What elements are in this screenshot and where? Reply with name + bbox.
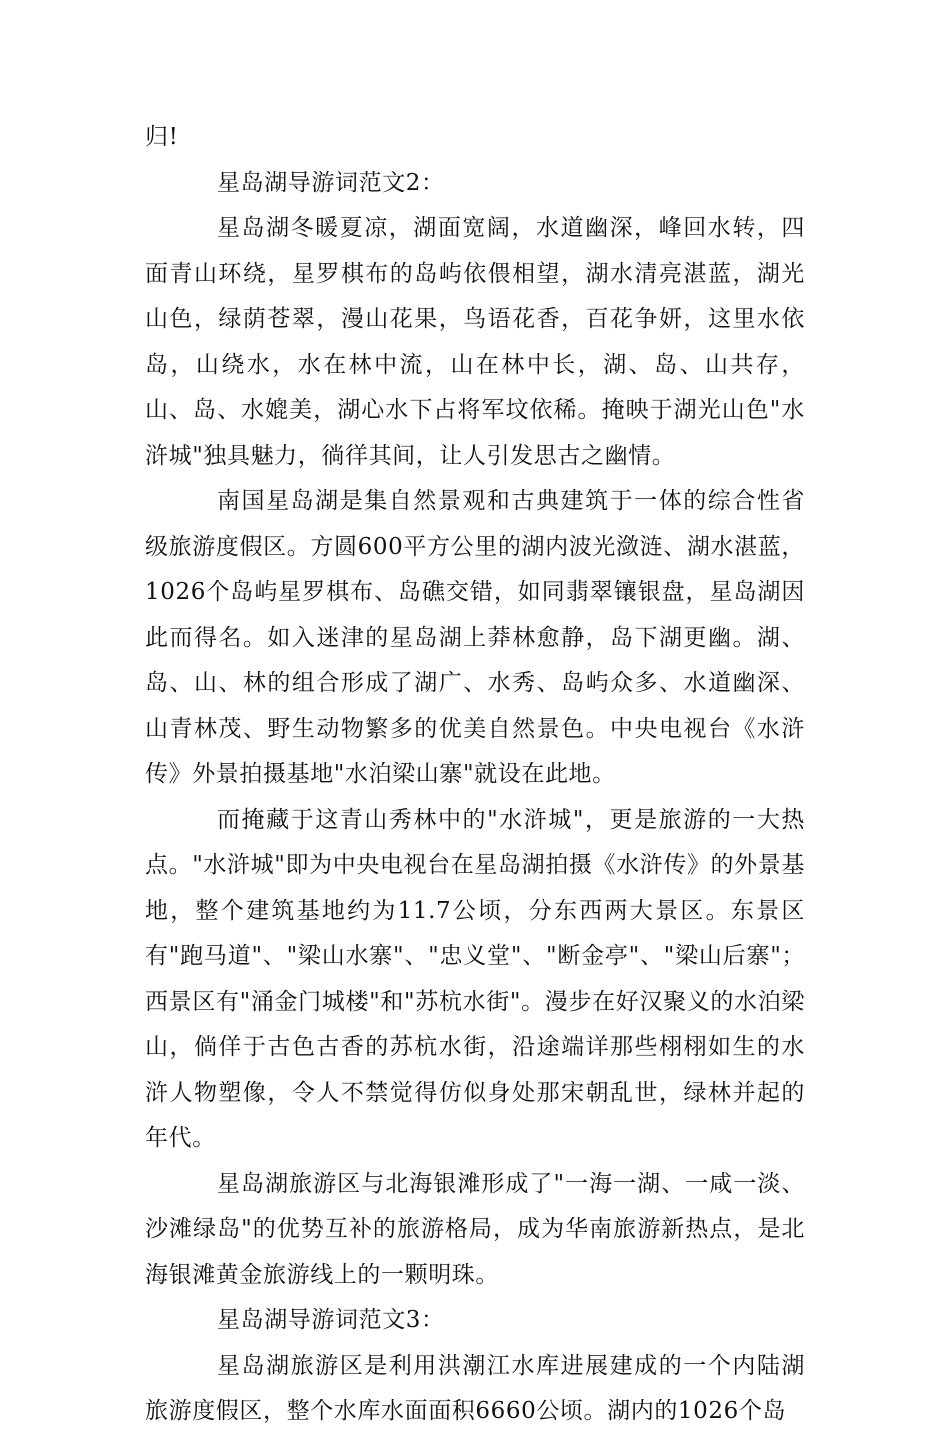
paragraph: 星岛湖旅游区与北海银滩形成了"一海一湖、一咸一淡、沙滩绿岛"的优势互补的旅游格局，成为华南旅游新热点，是北海银滩黄金旅游线上的一颗明珠。 <box>145 1170 805 1288</box>
paragraph-continuation: 归! <box>145 124 179 150</box>
document-body <box>145 115 805 1435</box>
section-heading-3: 星岛湖导游词范文3： <box>217 1307 445 1333</box>
section-heading-2: 星岛湖导游词范文2： <box>217 169 445 196</box>
paragraph: 而掩藏于这青山秀林中的"水浒城"，更是旅游的一大热点。"水浒城"即为中央电视台在星岛湖拍摄《水浒传》的外景基地，整个建筑基地约为11.7公顷，分东西两大景区。东景区有"跑马道"、"梁山水寨"、"忠义堂"、"断金亭"、"梁山后寨"；西景区有"涌金门城楼"和"苏杭水街"。漫步在好汉聚义的水泊梁山，倘佯于古色古香的苏杭水街，沿途端详那些栩栩如生的水浒人物塑像，令人不禁觉得仿似身处那宋朝乱世，绿林并起的年代。 <box>145 806 805 1151</box>
paragraph: 南国星岛湖是集自然景观和古典建筑于一体的综合性省级旅游度假区。方圆600平方公里的湖内波光潋涟、湖水湛蓝，1026个岛屿星罗棋布、岛礁交错，如同翡翠镶银盘，星岛湖因此而得名。如入迷津的星岛湖上莽林愈静，岛下湖更幽。湖、岛、山、林的组合形成了湖广、水秀、岛屿众多、水道幽深、山青林茂、野生动物繁多的优美自然景色。中央电视台《水浒传》外景拍摄基地"水泊梁山寨"就设在此地。 <box>145 488 805 787</box>
paragraph: 星岛湖冬暖夏凉，湖面宽阔，水道幽深，峰回水转，四面青山环绕，星罗棋布的岛屿依偎相望，湖水清亮湛蓝，湖光山色，绿荫苍翠，漫山花果，鸟语花香，百花争妍，这里水依岛，山绕水，水在林中流，山在林中长，湖、岛、山共存，山、岛、水媲美，湖心水下占将军坟依稀。掩映于湖光山色"水浒城"独具魅力，徜徉其间，让人引发思古之幽情。 <box>145 215 805 469</box>
paragraph: 星岛湖旅游区是利用洪潮江水库进展建成的一个内陆湖旅游度假区，整个水库水面面积6660公顷。湖内的1026个岛 <box>145 1352 805 1424</box>
